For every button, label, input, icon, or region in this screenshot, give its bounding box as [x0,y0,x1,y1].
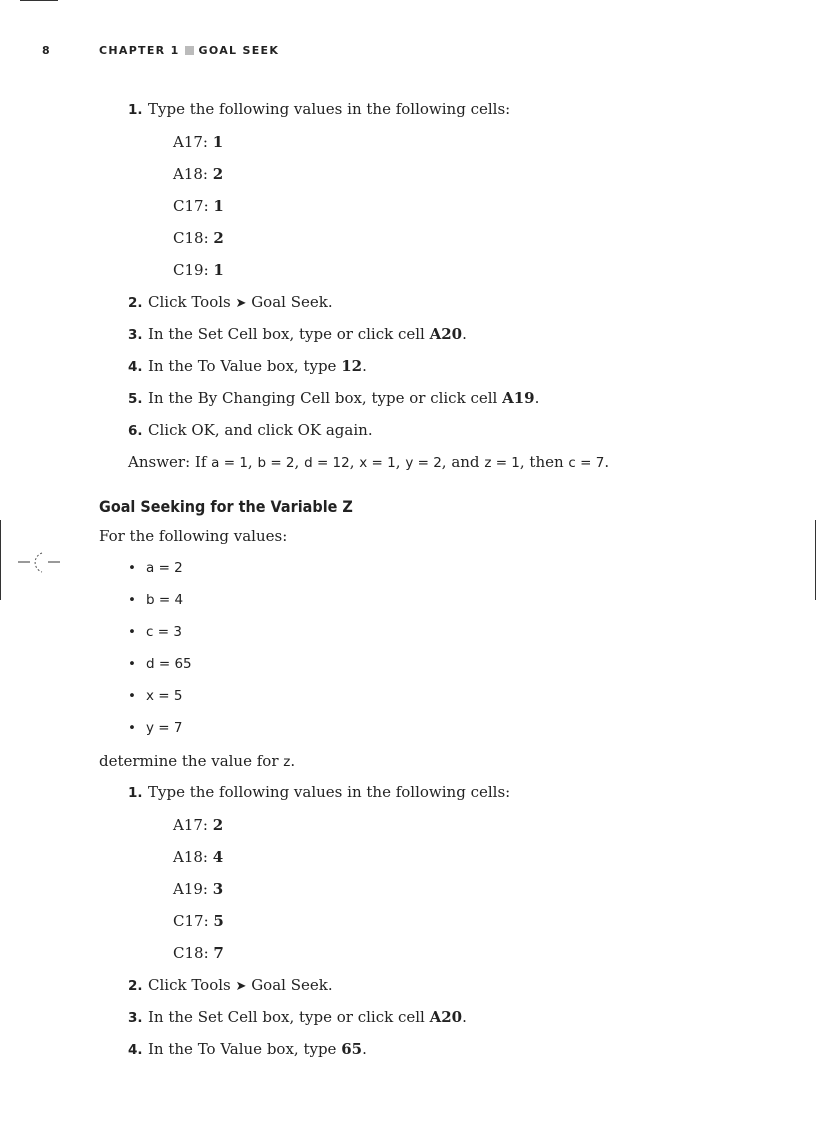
section-heading: Goal Seeking for the Variable Z [99,497,353,516]
step-1 [128,100,510,118]
bullet-icon: • [128,624,136,640]
cell-entry: C17: 5 [173,912,224,930]
bullet-icon: • [128,720,136,736]
page-number: 8 [42,44,51,57]
step-2: 2. Click Tools ➤ Goal Seek. [128,293,333,311]
chapter-label: CHAPTER 1 [99,44,180,57]
step-text: Type the following values in the following cells: [148,100,511,118]
intro-text: For the following values: [99,527,288,545]
determine-text: determine the value for z. [99,752,296,770]
cell-entry: A17: 1 [173,133,224,151]
chapter-header [99,44,279,57]
list-item: • c = 3 [128,624,182,640]
cell-entry: C17: 1 [173,197,224,215]
menu-arrow-icon: ➤ [235,296,247,311]
step-6: 6. Click OK, and click OK again. [128,421,373,439]
cell-entry: C18: 7 [173,944,224,962]
list-item: • d = 65 [128,656,192,672]
bullet-icon: • [128,560,136,576]
step-number: 1. [128,102,143,118]
registration-mark-icon [18,550,62,576]
step-4: 4. In the To Value box, type 65. [128,1040,367,1058]
bullet-icon: • [128,688,136,704]
cell-entry: A18: 4 [173,848,224,866]
step-3: 3. In the Set Cell box, type or click cell A20. [128,325,467,343]
list-item: • x = 5 [128,688,183,704]
bullet-icon: • [128,592,136,608]
step-4: 4. In the To Value box, type 12. [128,357,367,375]
step-1: 1. Type the following values in the following cells: [128,783,511,801]
answer-line: Answer: If a = 1, b = 2, d = 12, x = 1, y = 2, and z = 1, then c = 7. [128,453,610,471]
list-item: • b = 4 [128,592,184,608]
chapter-title: GOAL SEEK [198,44,280,57]
cell-entry: A19: 3 [173,880,224,898]
cell-entry: A17: 2 [173,816,224,834]
cell-entry: A18: 2 [173,165,224,183]
list-item: • y = 7 [128,720,183,736]
bullet-icon: • [128,656,136,672]
step-2: 2. Click Tools ➤ Goal Seek. [128,976,333,994]
list-item: • a = 2 [128,560,183,576]
header-square-icon [185,46,194,55]
step-3: 3. In the Set Cell box, type or click cell A20. [128,1008,467,1026]
menu-arrow-icon: ➤ [235,979,247,994]
cell-entry: C19: 1 [173,261,224,279]
cell-entry: C18: 2 [173,229,224,247]
crop-mark-left [0,520,1,600]
running-header [42,44,51,57]
crop-mark-top [20,0,58,1]
step-5: 5. In the By Changing Cell box, type or click cell A19. [128,389,540,407]
